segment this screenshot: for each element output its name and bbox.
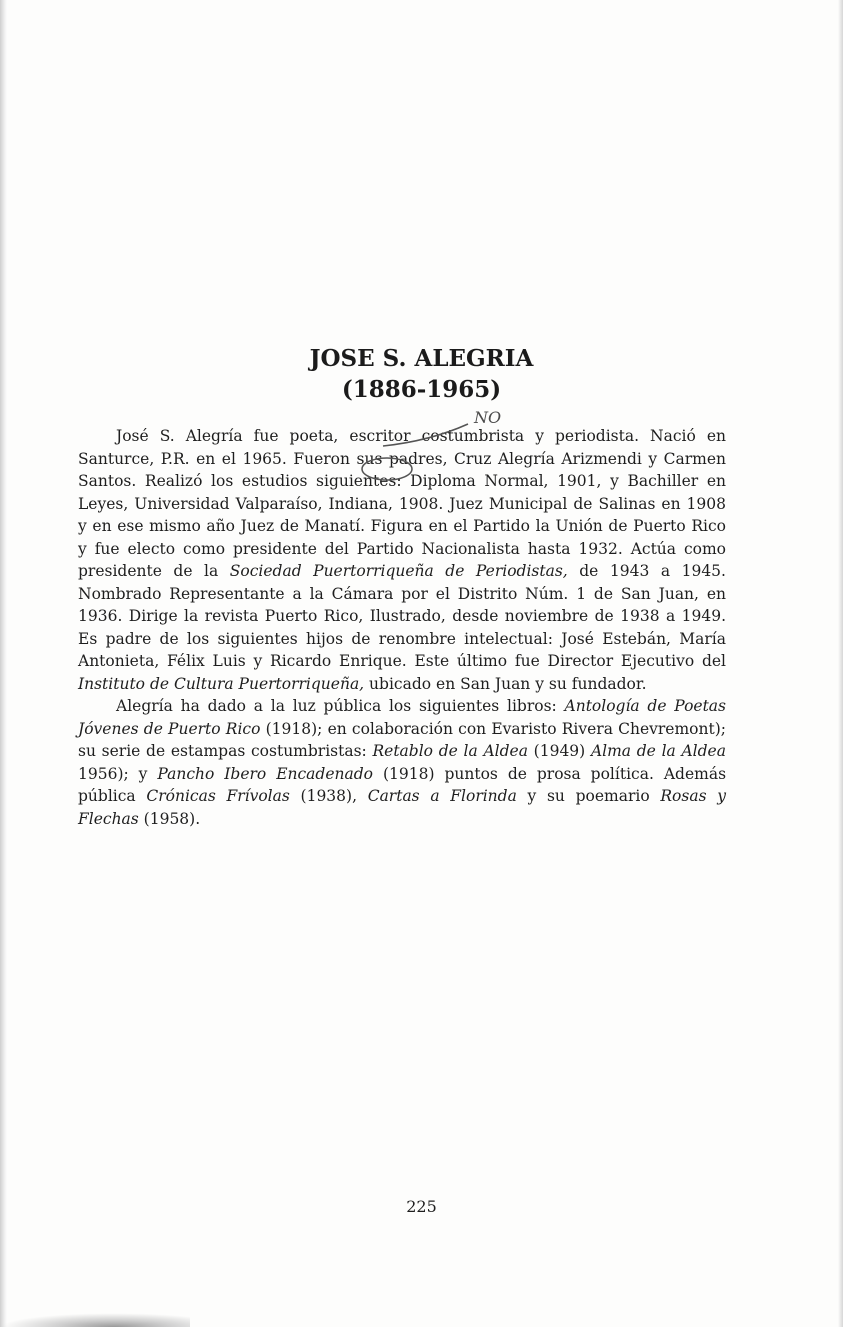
scan-smudge <box>0 1313 190 1327</box>
italic-title-text: Cartas a Florinda <box>367 787 517 805</box>
italic-title-text: Crónicas Frívolas <box>146 787 290 805</box>
italic-title-text: Alma de la Aldea <box>590 742 726 760</box>
italic-title-text: Sociedad Puertorriqueña de Periodistas, <box>229 562 568 580</box>
paragraph-1 <box>78 425 726 695</box>
italic-title-text: Antología de Poetas Jóvenes de Puerto Rico <box>78 697 726 738</box>
biography-body <box>78 425 726 830</box>
paragraph-text: de 1943 a 1945. Nombrado Representante a la Cámara por el Distrito Núm. 1 de San Juan, en 1936. Dirige la revista Puerto Rico, Ilustrado, desde noviembre de 1938 a 1949. Es padre de los siguientes hijos de renombre intelectual: José Estebán, María Antonieta, Félix Luis y Ricardo Enrique. Este último fue Director Ejecutivo del <box>78 562 726 670</box>
paragraph-text: Alegría ha dado a la luz pública los siguientes libros: <box>116 697 565 715</box>
paragraph-2 <box>78 695 726 830</box>
paragraph-text: (1938), <box>289 787 368 805</box>
italic-title-text: Retablo de la Aldea <box>372 742 528 760</box>
italic-title-text: Instituto de Cultura Puertorriqueña, <box>78 674 365 693</box>
biography-dates: (1886-1965) <box>341 376 502 403</box>
paragraph-text: José S. Alegría fue poeta, escritor costumbrista y periodista. Nació en Santurce, P.R. en el 1965. Fueron sus padres, Cruz Alegría Arizmendi y Carmen Santos. Realizó los estudios siguientes: Diploma Normal, 1901, y Bachiller en Leyes, Universidad Valparaíso, Indiana, 1908. Juez Municipal de Salinas en 1908 y en ese mismo año Juez de Manatí. Figura en el Partido la Unión de Puerto Rico y fue electo como presidente del Partido Nacionalista hasta 1932. Actúa como presidente de la <box>78 427 726 580</box>
paragraph-text: y su poemario <box>516 787 661 805</box>
paragraph-text: (1958). <box>138 809 201 828</box>
biography-title: JOSE S. ALEGRIA <box>309 345 534 372</box>
page-right-shadow <box>838 0 843 1327</box>
italic-title-text: Pancho Ibero Encadenado <box>157 764 374 783</box>
paragraph-text: (1918) puntos de prosa política. Además pública <box>78 764 727 805</box>
paragraph-text: (1949) <box>527 742 591 760</box>
paragraph-text: 1956); y <box>78 764 158 783</box>
handwritten-no-note: NO <box>474 408 502 427</box>
paragraph-text: (1918); en colaboración con Evaristo Rivera Chevremont); su serie de estampas costumbristas: <box>78 719 726 760</box>
paragraph-text: ubicado en San Juan y su fundador. <box>364 674 647 693</box>
page-number: 225 <box>406 1197 437 1216</box>
italic-title-text: Rosas y Flechas <box>78 787 726 828</box>
page-left-shadow <box>0 0 7 1327</box>
